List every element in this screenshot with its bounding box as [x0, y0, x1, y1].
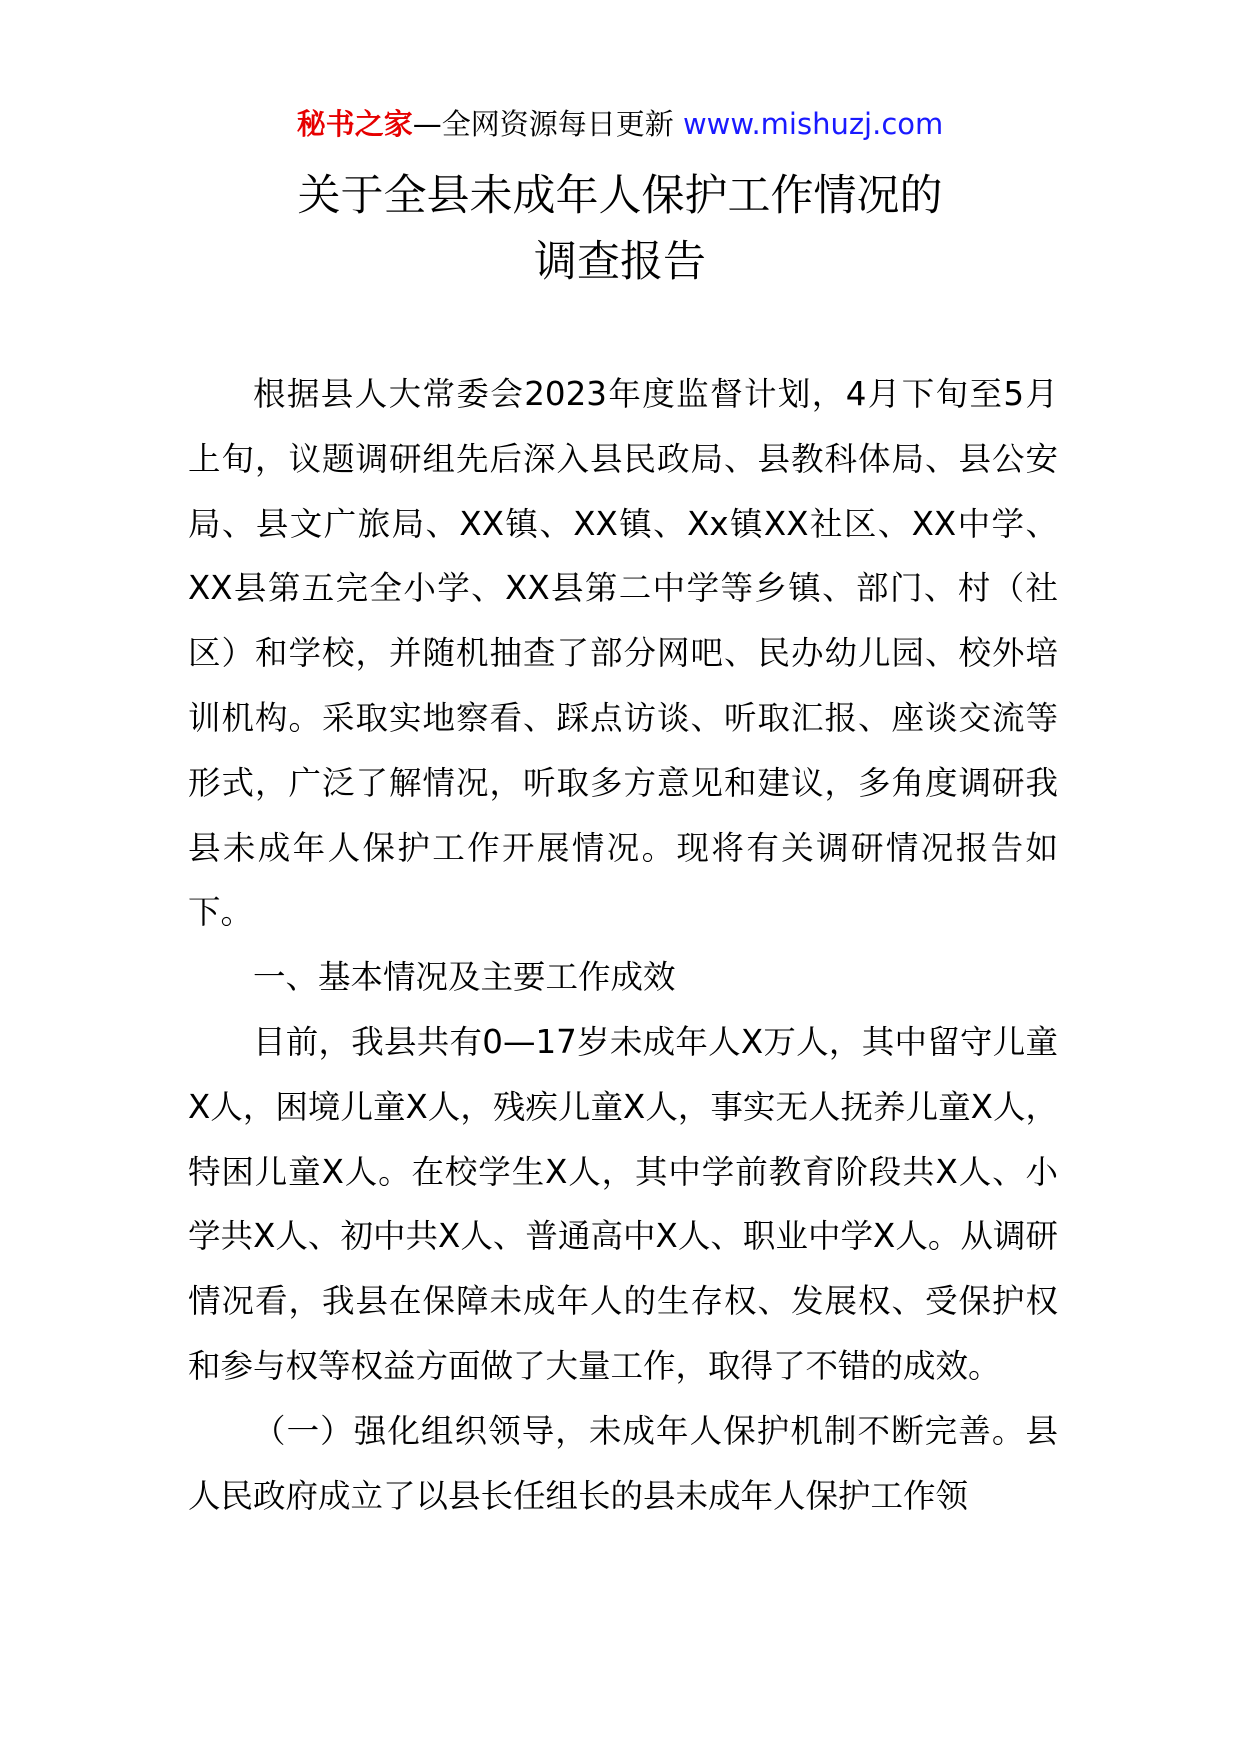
subsection-paragraph: （一）强化组织领导，未成年人保护机制不断完善。县人民政府成立了以县长任组长的县未成年人保护工作领 [188, 1411, 1058, 1515]
site-url-link[interactable]: www.mishuzj.com [682, 107, 944, 141]
document-body [188, 362, 1058, 1528]
site-header [0, 104, 1240, 144]
document-title-line-2: 调查报告 [534, 237, 706, 287]
site-tagline: —全网资源每日更新 [412, 107, 683, 141]
section-heading: 一、基本情况及主要工作成效 [253, 958, 676, 997]
document-title-line-1: 关于全县未成年人保护工作情况的 [297, 171, 943, 221]
intro-paragraph: 根据县人大常委会2023年度监督计划，4月下旬至5月上旬，议题调研组先后深入县民政局、县教科体局、县公安局、县文广旅局、XX镇、XX镇、Xx镇XX社区、XX中学、XX县第五完全小学、XX县第二中学等乡镇、部门、村（社区）和学校，并随机抽查了部分网吧、民办幼儿园、校外培训机构。采取实地察看、踩点访谈、听取汇报、座谈交流等形式，广泛了解情况，听取多方意见和建议，多角度调研我县未成年人保护工作开展情况。现将有关调研情况报告如下。 [188, 375, 1058, 932]
site-brand: 秘书之家 [296, 107, 413, 141]
basic-situation-paragraph: 目前，我县共有0—17岁未成年人X万人，其中留守儿童X人，困境儿童X人，残疾儿童X人，事实无人抚养儿童X人，特困儿童X人。在校学生X人，其中学前教育阶段共X人、小学共X人、初中共X人、普通高中X人、职业中学X人。从调研情况看，我县在保障未成年人的生存权、发展权、受保护权和参与权等权益方面做了大量工作，取得了不错的成效。 [188, 1022, 1058, 1385]
